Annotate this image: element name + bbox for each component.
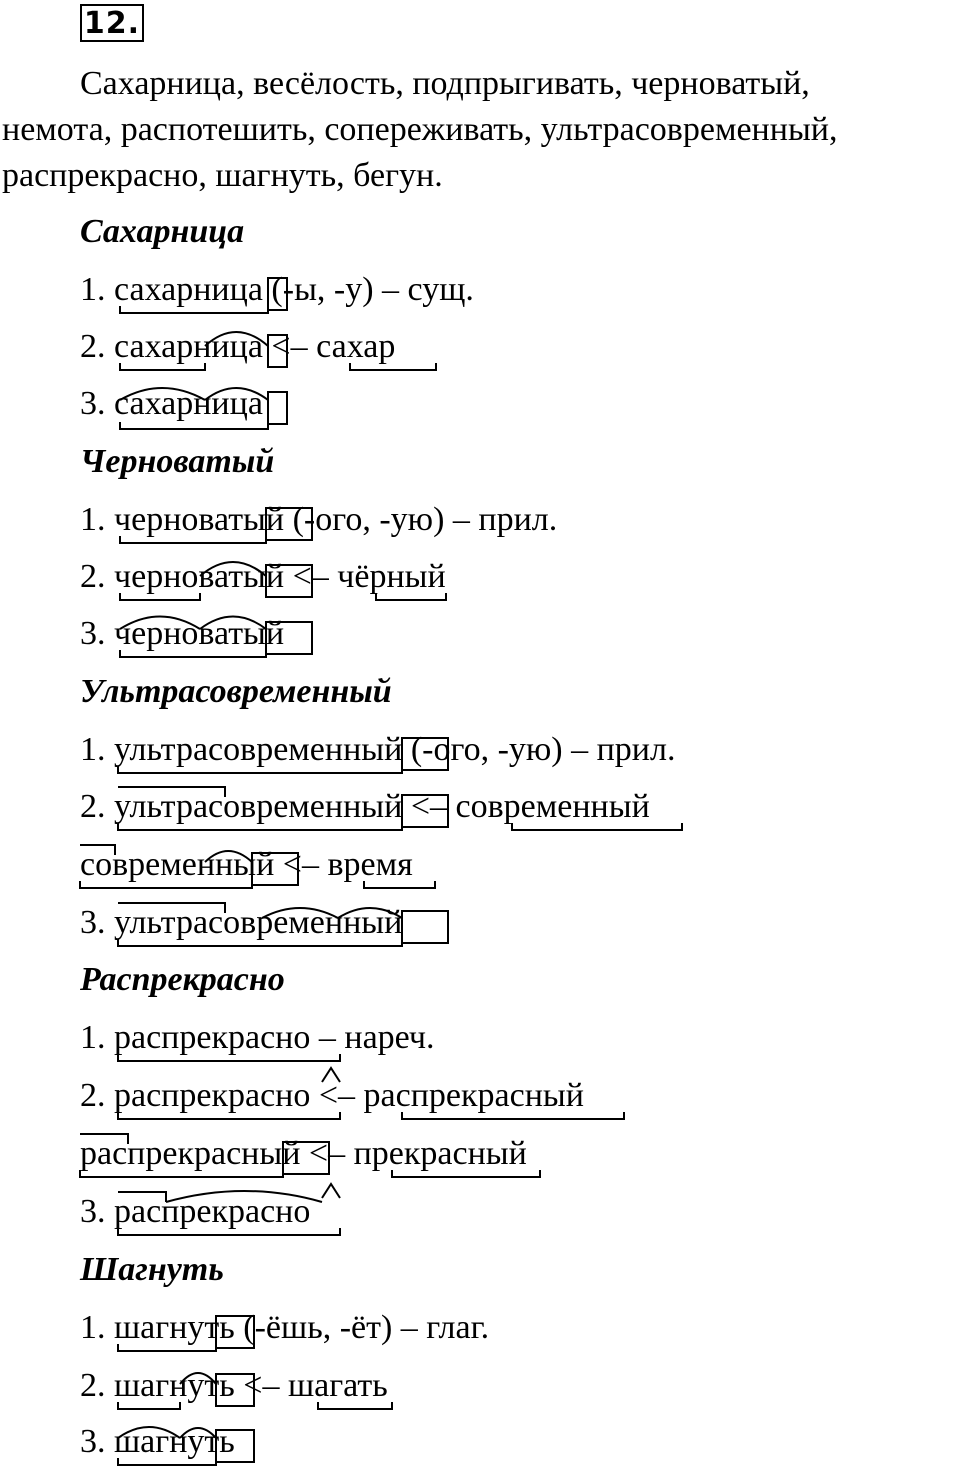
analysis-note: <– распрекрасный	[310, 1077, 584, 1114]
analysis-note: <– шагать	[234, 1367, 388, 1404]
word-heading: Шагнуть	[80, 1251, 224, 1288]
analyzed-word: ультрасовременный	[114, 731, 403, 768]
step-number: 3.	[80, 615, 106, 652]
analyzed-word: современный	[80, 846, 275, 883]
analysis-note: <– сахар	[262, 328, 396, 365]
step-number: 3.	[80, 385, 106, 422]
analysis-note: (-ы, -у) – сущ.	[262, 271, 474, 308]
analysis-note: – нареч.	[310, 1019, 435, 1056]
analyzed-word: сахарница	[114, 385, 263, 422]
analyzed-word: распрекрасный	[80, 1135, 301, 1172]
analysis-note: <– современный	[402, 788, 650, 825]
analysis-line	[80, 787, 650, 827]
word-heading: Распрекрасно	[80, 961, 285, 998]
step-number: 2.	[80, 1077, 106, 1114]
analysis-line	[80, 327, 395, 367]
analysis-note: <– прекрасный	[300, 1135, 527, 1172]
analysis-line	[80, 1422, 235, 1462]
step-number: 1.	[80, 271, 106, 308]
step-number: 2.	[80, 558, 106, 595]
analyzed-word: шагнуть	[114, 1367, 235, 1404]
analysis-line	[80, 1366, 388, 1406]
analysis-line	[80, 1308, 489, 1348]
analyzed-word: распрекрасно	[114, 1019, 311, 1056]
analyzed-word: ультрасовременный	[114, 788, 403, 825]
analysis-line	[80, 903, 402, 943]
step-number: 3.	[80, 904, 106, 941]
analysis-note: (-ого, -ую) – прил.	[284, 501, 558, 538]
suffix-mark	[322, 1184, 340, 1198]
analysis-note: (-ёшь, -ёт) – глаг.	[234, 1309, 490, 1346]
analysis-line	[80, 557, 446, 597]
analyzed-word: шагнуть	[114, 1309, 235, 1346]
step-number: 3.	[80, 1193, 106, 1230]
analyzed-word: распрекрасно	[114, 1193, 311, 1230]
analyzed-word: черноватый	[114, 501, 285, 538]
step-number: 3.	[80, 1423, 106, 1460]
step-number: 1.	[80, 501, 106, 538]
step-number: 1.	[80, 731, 106, 768]
step-number: 1.	[80, 1019, 106, 1056]
intro-line-3: распрекрасно, шагнуть, бегун.	[2, 157, 443, 194]
analyzed-word: черноватый	[114, 615, 285, 652]
ending-box	[268, 392, 287, 424]
analysis-line	[80, 845, 413, 885]
analysis-note: (-ого, -ую) – прил.	[402, 731, 676, 768]
step-number: 1.	[80, 1309, 106, 1346]
analysis-line	[80, 1134, 527, 1174]
intro-line-2: немота, распотешить, сопереживать, ультрасовременный,	[2, 111, 838, 148]
word-heading: Ультрасовременный	[80, 673, 392, 710]
analysis-note: <– время	[274, 846, 413, 883]
analyzed-word: распрекрасно	[114, 1077, 311, 1114]
analysis-line	[80, 1076, 584, 1116]
word-heading: Сахарница	[80, 213, 245, 250]
analyzed-word: сахарница	[114, 271, 263, 308]
exercise-number: 12.	[80, 4, 144, 42]
analysis-line	[80, 730, 675, 770]
step-number: 2.	[80, 328, 106, 365]
analyzed-word: черноватый	[114, 558, 285, 595]
step-number: 2.	[80, 1367, 106, 1404]
analysis-line	[80, 1192, 310, 1232]
analysis-line	[80, 384, 263, 424]
analysis-line	[80, 614, 284, 654]
analyzed-word: шагнуть	[114, 1423, 235, 1460]
step-number: 2.	[80, 788, 106, 825]
analysis-line	[80, 270, 474, 310]
analyzed-word: сахарница	[114, 328, 263, 365]
analysis-line	[80, 1018, 435, 1058]
analyzed-word: ультрасовременный	[114, 904, 403, 941]
word-heading: Черноватый	[80, 443, 275, 480]
intro-line-1: Сахарница, весёлость, подпрыгивать, черноватый,	[80, 65, 810, 102]
analysis-line	[80, 500, 557, 540]
analysis-note: <– чёрный	[284, 558, 446, 595]
ending-box	[402, 911, 448, 943]
